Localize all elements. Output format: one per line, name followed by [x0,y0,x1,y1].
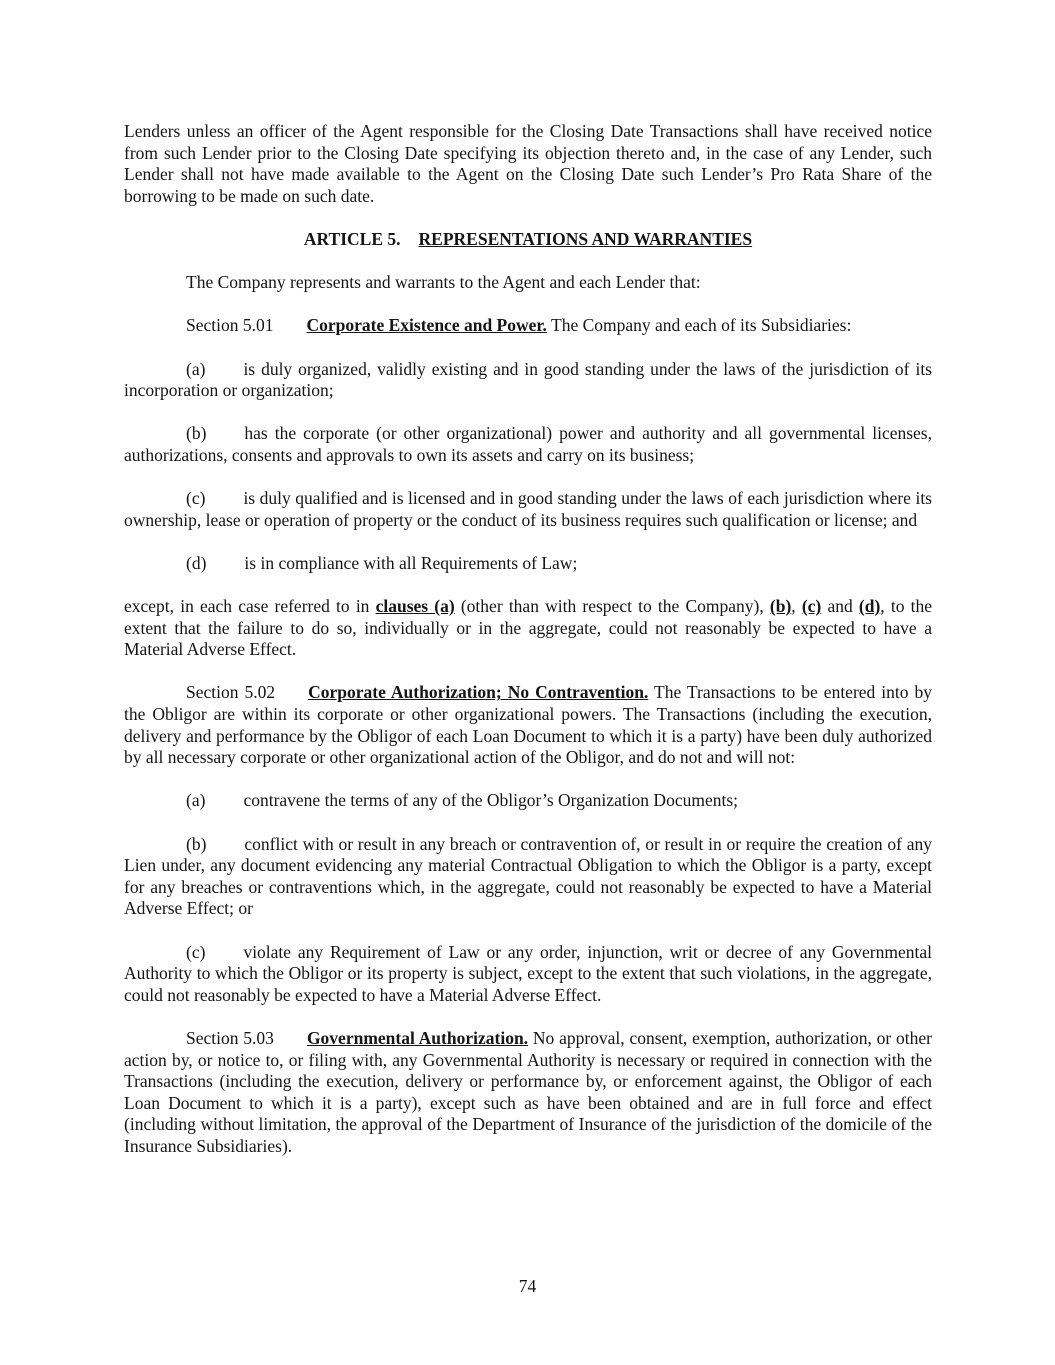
article-title: REPRESENTATIONS AND WARRANTIES [418,228,753,249]
clause-5-01-d [124,553,932,575]
page-number: 74 [518,1276,537,1296]
document-body [124,121,932,1179]
clause-5-02-c [124,942,932,1007]
section-5-02-paragraph [124,682,932,768]
lead-in-paragraph: The Company represents and warrants to the Agent and each Lender that: [186,272,701,293]
except-paragraph [124,596,932,661]
clause-text: is in compliance with all Requirements of Law; [244,552,578,573]
clause-label: (c) [186,941,206,962]
section-5-02-title: Corporate Authorization; No Contravention. [308,682,649,703]
clause-label: (b) [186,423,207,444]
clause-text: contravene the terms of any of the Obligor’s Organization Documents; [243,790,739,811]
except-text: except, in each case referred to in [124,596,376,617]
clause-5-02-a [124,790,932,812]
section-5-03-paragraph [124,1028,932,1158]
section-5-03-title: Governmental Authorization. [306,1027,529,1048]
except-text: (other than with respect to the Company), [454,596,770,617]
clause-5-01-b [124,423,932,466]
clause-5-02-b [124,834,932,920]
section-5-03-label: Section 5.03 [186,1027,274,1048]
clause-text: is duly qualified and is licensed and in good standing under the laws of each jurisdiction where its ownership, lease or operation of property or the conduct of its business requires such qualification or license; and [124,488,932,530]
clause-5-01-c [124,488,932,531]
article-heading [124,229,932,251]
clause-text: conflict with or result in any breach or contravention of, or result in or require the creation of any Lien under, any document evidencing any material Contractual Obligation to which the Obligor is a party, except for any breaches or contraventions which, in the aggregate, could not reasonably be expected to have a Material Adverse Effect; or [124,833,932,919]
clause-label: (d) [186,552,207,573]
section-5-03-body: No approval, consent, exemption, authorization, or other action by, or notice to, or filing with, any Governmental Authority is necessary or required in connection with the Transactions (including the execution, delivery or performance by, or enforcement against, the Obligor of each Loan Document to which it is a party), except such as have been obtained and are in full force and effect (including without limitation, the approval of the Department of Insurance of the jurisdiction of the domicile of the Insurance Subsidiaries). [124,1027,933,1156]
cross-reference-b: (b) [769,596,792,617]
section-5-02-body: The Transactions to be entered into by the Obligor are within its corporate or other organizational powers. The Transactions (including the execution, delivery and performance by the Obligor of each Loan Document to which it is a party) have been duly authorized by all necessary corporate or other organizational action of the Obligor, and do not and will not: [124,682,932,768]
clause-5-01-a [124,359,932,402]
clause-text: has the corporate (or other organizational) power and authority and all governmental licenses, authorizations, consents and approvals to own its assets and carry on its business; [124,423,932,465]
article-number: ARTICLE 5. [303,228,401,249]
except-text: and [821,596,859,617]
cross-reference-clauses-a: clauses (a) [375,596,455,617]
section-5-02-label: Section 5.02 [186,682,276,703]
clause-text: violate any Requirement of Law or any order, injunction, writ or decree of any Governmental Authority to which the Obligor or its property is subject, except to the extent that such violations, in the aggregate, could not reasonably be expected to have a Material Adverse Effect. [124,941,932,1005]
except-text: , to the extent that the failure to do so, individually or in the aggregate, could not reasonably be expected to have a Material Adverse Effect. [124,596,932,660]
cross-reference-d: (d) [858,596,881,617]
except-text: , [791,596,802,617]
clause-label: (c) [186,488,206,509]
intro-paragraph: Lenders unless an officer of the Agent responsible for the Closing Date Transactions shall have received notice from such Lender prior to the Closing Date specifying its objection thereto and, in the case of any Lender, such Lender shall not have made available to the Agent on the Closing Date such Lender’s Pro Rata Share of the borrowing to be made on such date. [124,121,932,206]
section-5-01-title: Corporate Existence and Power. [306,315,547,336]
clause-label: (a) [186,790,206,811]
section-5-01-paragraph [124,315,932,337]
cross-reference-c: (c) [801,596,822,617]
section-5-01-label: Section 5.01 [186,315,274,336]
clause-label: (a) [186,358,206,379]
section-5-01-body: The Company and each of its Subsidiaries: [551,315,852,336]
clause-label: (b) [186,833,207,854]
clause-text: is duly organized, validly existing and in good standing under the laws of the jurisdiction of its incorporation or organization; [124,358,932,401]
